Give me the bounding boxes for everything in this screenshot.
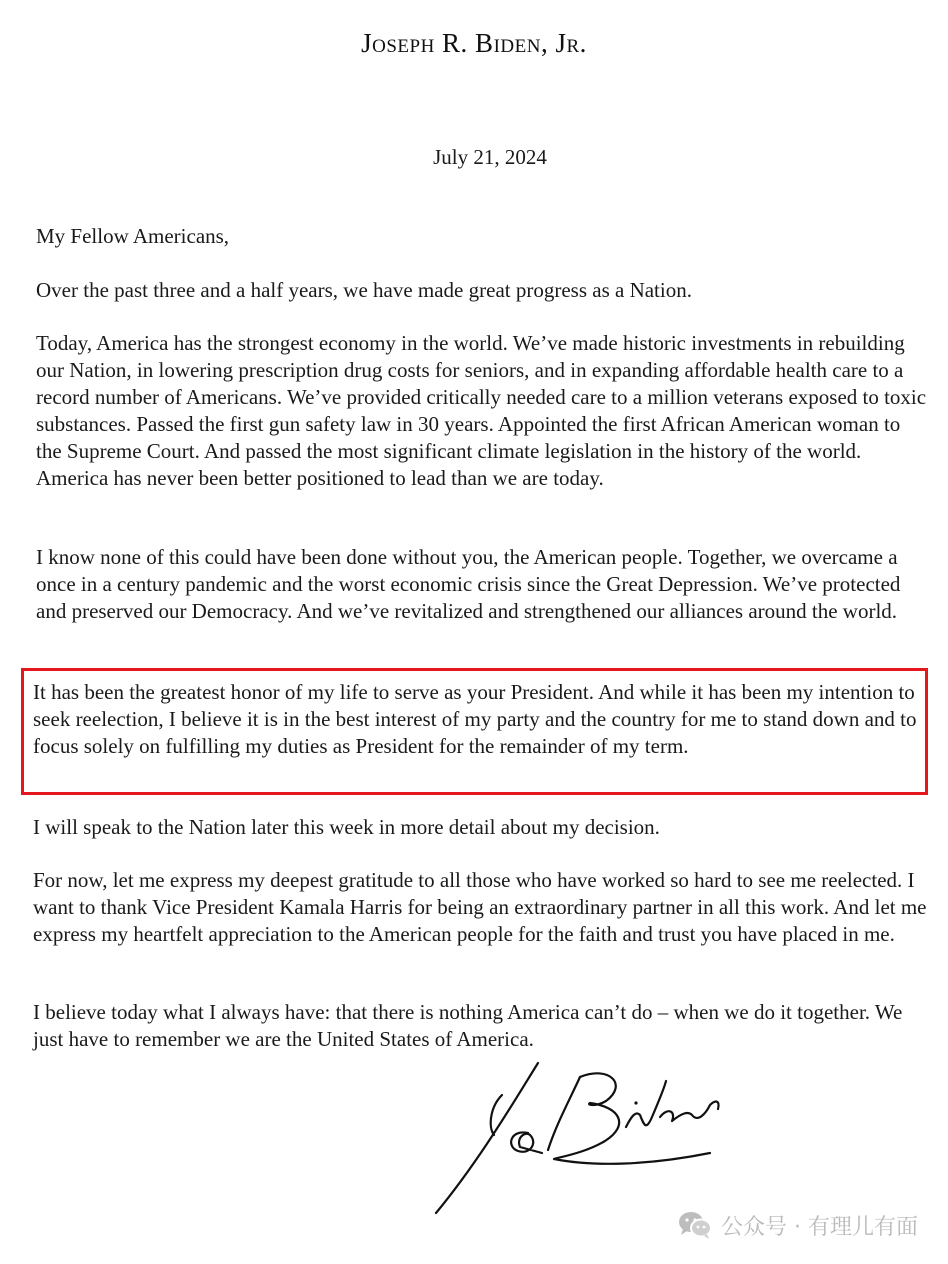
letterhead: Joseph R. Biden, Jr. (361, 28, 587, 58)
wechat-icon (677, 1210, 713, 1240)
watermark (677, 1208, 918, 1242)
paragraph-closing: I believe today what I always have: that there is nothing America can’t do – when we do it together. We just have to remember we are the United States of America. (33, 1000, 903, 1051)
letter-date: July 21, 2024 (433, 145, 547, 169)
paragraph-together: I know none of this could have been done without you, the American people. Together, we overcame a once in a century pandemic and the worst economic crisis since the Great Depression. We’ve protected and preserved our Democracy. And we’ve revitalized and strengthened our alliances around the world. (36, 545, 901, 623)
paragraph-speak: I will speak to the Nation later this week in more detail about my decision. (33, 815, 660, 839)
paragraph-highlighted-decision: It has been the greatest honor of my life to serve as your President. And while it has been my intention to seek reelection, I believe it is in the best interest of my party and the country for me to stand down and to focus solely on fulfilling my duties as President for the remainder of my term. (33, 680, 917, 758)
paragraph-gratitude: For now, let me express my deepest gratitude to all those who have worked so hard to see me reelected. I want to thank Vice President Kamala Harris for being an extraordinary partner in all this work. And let me express my heartfelt appreciation to the American people for the faith and trust you have placed in me. (33, 868, 927, 946)
paragraph-progress: Over the past three and a half years, we have made great progress as a Nation. (36, 278, 692, 302)
signature (420, 1055, 740, 1220)
paragraph-economy: Today, America has the strongest economy in the world. We’ve made historic investments in rebuilding our Nation, in lowering prescription drug costs for seniors, and in expanding affordable health care to a record number of Americans. We’ve provided critically needed care to a million veterans exposed to toxic substances. Passed the first gun safety law in 30 years. Appointed the first African American woman to the Supreme Court. And passed the most significant climate legislation in the history of the world. America has never been better positioned to lead than we are today. (36, 331, 927, 490)
watermark-text: 公众号 · 有理儿有面 (721, 1214, 918, 1240)
salutation: My Fellow Americans, (36, 224, 230, 248)
